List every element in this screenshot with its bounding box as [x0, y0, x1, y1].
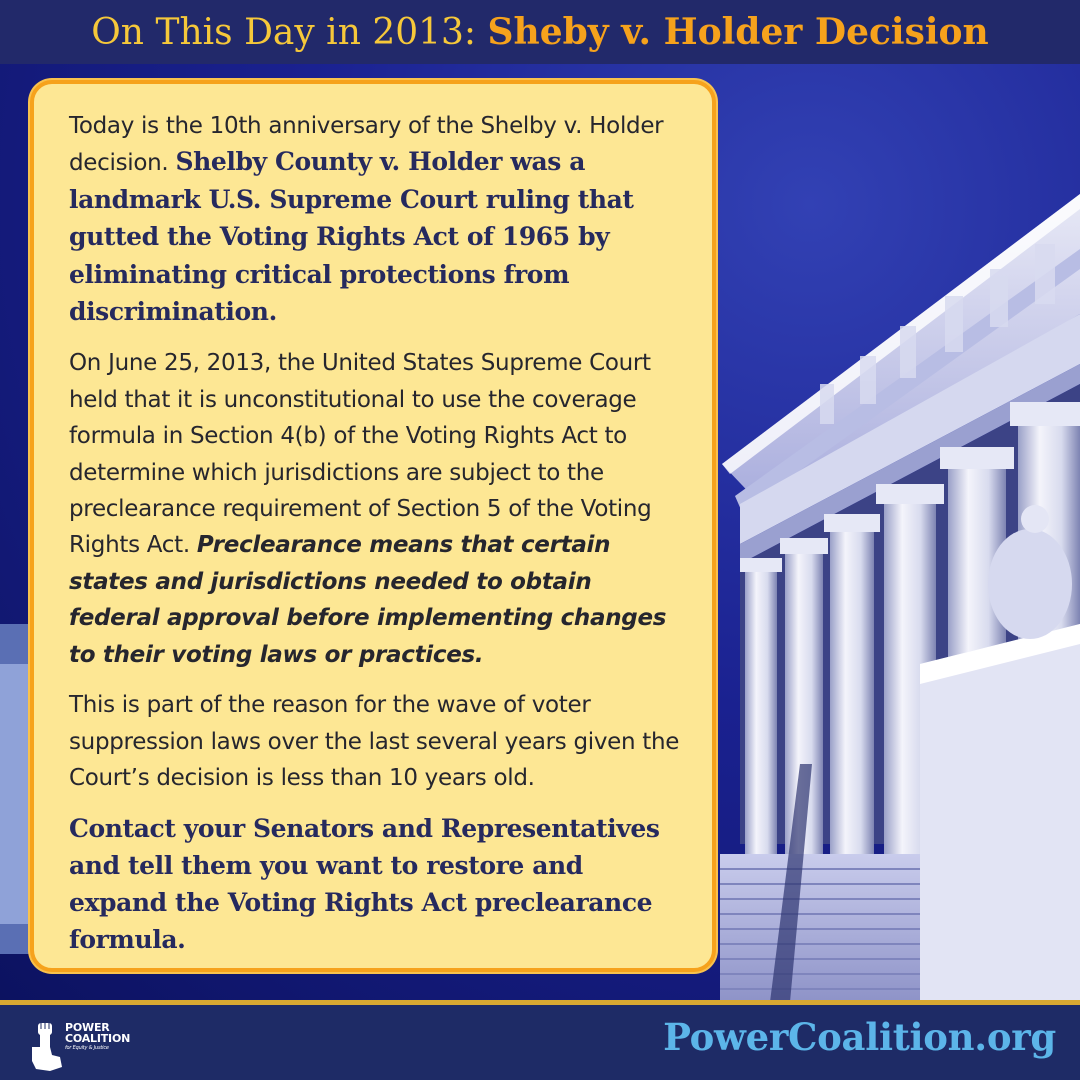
paragraph-intro	[69, 108, 684, 331]
header-title-emphasis: Sheby v. Holder Decision	[487, 11, 989, 53]
intro-bold-text: Shelby County v. Holder was a landmark U.S. Supreme Court ruling that gutted the Voting Rights Act of 1965 by eliminating critical protections from discrimination.	[69, 147, 634, 327]
raised-fist-louisiana-icon	[30, 1017, 64, 1073]
logo-wordmark	[65, 1022, 130, 1052]
info-card	[30, 80, 716, 972]
logo-line-coalition: COALITION	[65, 1032, 131, 1045]
paragraph-ruling	[69, 345, 684, 673]
logo-line-power: POWER	[65, 1021, 110, 1034]
power-coalition-logo	[30, 1017, 140, 1073]
logo-tagline: for Equity & Justice	[65, 1045, 109, 1051]
footer-bar	[0, 1005, 1080, 1080]
header-banner	[0, 0, 1080, 64]
ruling-text: On June 25, 2013, the United States Supreme Court held that it is unconstitutional to use the coverage formula in Section 4(b) of the Voting Rights Act to determine which jurisdictions are subject to the preclearance requirement of Section 5 of the Voting Rights Act.	[69, 350, 652, 559]
website-link[interactable]: PowerCoalition.org	[663, 1015, 1056, 1059]
call-to-action: Contact your Senators and Representatives and tell them you want to restore and expand the Voting Rights Act preclearance formula.	[69, 814, 660, 955]
preclearance-definition: Preclearance means that certain states and jurisdictions needed to obtain federal approval before implementing changes to their voting laws or practices.	[69, 532, 667, 668]
intro-text: Today is the 10th anniversary of the Shelby v. Holder decision.	[69, 113, 664, 177]
header-prefix: On This Day in 2013:	[91, 12, 488, 53]
paragraph-context: This is part of the reason for the wave of voter suppression laws over the last several years given the Court’s decision is less than 10 years old.	[69, 692, 680, 791]
